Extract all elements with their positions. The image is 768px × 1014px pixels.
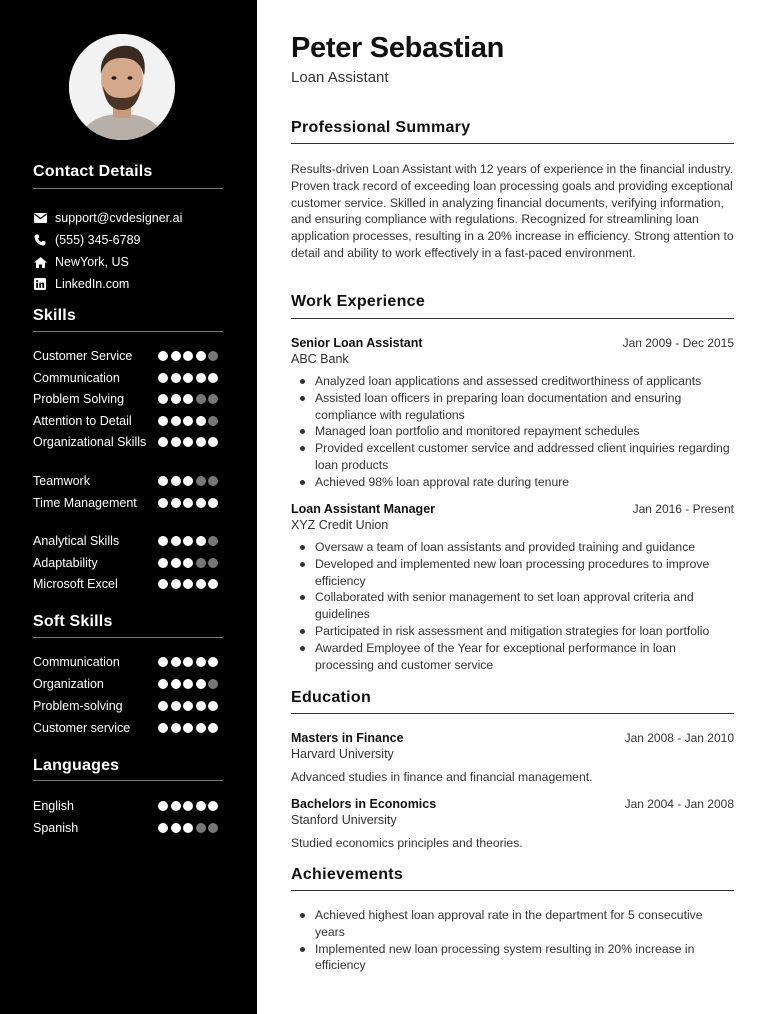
candidate-role: Loan Assistant — [291, 69, 389, 86]
language-name: English — [33, 799, 74, 813]
contact-linkedin[interactable] — [33, 275, 129, 293]
rating-dot-filled — [196, 801, 206, 811]
education-divider — [291, 713, 734, 714]
degree-description: Advanced studies in finance and financial management. — [291, 770, 593, 784]
skills-heading: Skills — [33, 307, 77, 324]
rating-dot-filled — [171, 701, 181, 711]
languages-divider — [33, 780, 223, 781]
language-rating — [158, 823, 221, 833]
rating-dot-filled — [196, 579, 206, 589]
rating-dot-filled — [208, 657, 218, 667]
bullet-item: Managed loan portfolio and monitored repayment schedules — [315, 423, 735, 440]
rating-dot-filled — [208, 579, 218, 589]
skill-name: Organization — [33, 677, 104, 691]
rating-dot-filled — [171, 373, 181, 383]
rating-dot-filled — [158, 701, 168, 711]
rating-dot-filled — [171, 657, 181, 667]
skill-name: Analytical Skills — [33, 534, 120, 548]
experience-divider — [291, 318, 734, 319]
rating-dot-filled — [183, 579, 193, 589]
skill-rating — [158, 476, 221, 486]
rating-dot-empty — [196, 823, 206, 833]
sidebar — [0, 0, 257, 1014]
bullet-item: Analyzed loan applications and assessed creditworthiness of applicants — [315, 373, 735, 390]
rating-dot-filled — [208, 801, 218, 811]
rating-dot-filled — [158, 723, 168, 733]
language-name: Spanish — [33, 821, 79, 835]
language-rating — [158, 801, 221, 811]
skill-rating — [158, 416, 221, 426]
summary-heading: Professional Summary — [291, 119, 471, 136]
rating-dot-filled — [183, 558, 193, 568]
degree-dates: Jan 2008 - Jan 2010 — [624, 731, 734, 745]
rating-dot-filled — [196, 723, 206, 733]
rating-dot-empty — [208, 558, 218, 568]
school-name: Harvard University — [291, 747, 394, 761]
skills-divider — [33, 331, 223, 332]
envelope-icon — [33, 211, 47, 225]
skill-name: Attention to Detail — [33, 414, 132, 428]
rating-dot-empty — [208, 536, 218, 546]
skill-rating — [158, 701, 221, 711]
skill-name: Communication — [33, 371, 120, 385]
skill-name: Customer service — [33, 721, 131, 735]
rating-dot-filled — [196, 351, 206, 361]
profile-photo — [69, 34, 175, 140]
rating-dot-filled — [158, 373, 168, 383]
skill-name: Teamwork — [33, 474, 90, 488]
rating-dot-filled — [158, 351, 168, 361]
phone-icon — [33, 233, 47, 247]
rating-dot-filled — [158, 394, 168, 404]
rating-dot-empty — [208, 476, 218, 486]
rating-dot-empty — [208, 679, 218, 689]
rating-dot-filled — [208, 437, 218, 447]
rating-dot-empty — [208, 416, 218, 426]
school-name: Stanford University — [291, 813, 397, 827]
contact-email-text: support@cvdesigner.ai — [55, 211, 183, 225]
achievement-bullets — [315, 907, 735, 974]
rating-dot-filled — [158, 657, 168, 667]
contact-heading: Contact Details — [33, 163, 153, 180]
rating-dot-filled — [196, 437, 206, 447]
rating-dot-filled — [183, 416, 193, 426]
rating-dot-filled — [196, 679, 206, 689]
rating-dot-empty — [196, 394, 206, 404]
rating-dot-filled — [196, 416, 206, 426]
rating-dot-filled — [171, 351, 181, 361]
job-dates: Jan 2009 - Dec 2015 — [622, 336, 734, 350]
rating-dot-filled — [158, 536, 168, 546]
rating-dot-filled — [171, 801, 181, 811]
skill-rating — [158, 437, 221, 447]
job-bullets — [315, 539, 735, 673]
linkedin-icon — [33, 277, 47, 291]
bullet-item: Awarded Employee of the Year for exceptional performance in loan processing and customer service — [315, 640, 735, 674]
job-title: Loan Assistant Manager — [291, 502, 436, 516]
rating-dot-filled — [158, 416, 168, 426]
education-heading: Education — [291, 689, 372, 706]
rating-dot-empty — [208, 823, 218, 833]
bullet-item: Provided excellent customer service and addressed client inquiries regarding loan products — [315, 440, 735, 474]
skill-name: Time Management — [33, 496, 137, 510]
skill-name: Problem Solving — [33, 392, 125, 406]
degree-title: Masters in Finance — [291, 731, 404, 745]
rating-dot-filled — [196, 373, 206, 383]
bullet-item: Collaborated with senior management to set loan approval criteria and guidelines — [315, 589, 735, 623]
rating-dot-filled — [196, 536, 206, 546]
rating-dot-filled — [158, 801, 168, 811]
rating-dot-filled — [171, 823, 181, 833]
contact-email[interactable] — [33, 209, 182, 227]
degree-title: Bachelors in Economics — [291, 797, 437, 811]
rating-dot-filled — [208, 373, 218, 383]
rating-dot-filled — [171, 394, 181, 404]
rating-dot-filled — [183, 701, 193, 711]
skill-rating — [158, 536, 221, 546]
rating-dot-filled — [171, 558, 181, 568]
degree-description: Studied economics principles and theories. — [291, 836, 523, 850]
rating-dot-empty — [208, 351, 218, 361]
rating-dot-filled — [208, 701, 218, 711]
rating-dot-filled — [183, 801, 193, 811]
job-company: ABC Bank — [291, 352, 349, 366]
skill-rating — [158, 498, 221, 508]
rating-dot-filled — [183, 723, 193, 733]
experience-heading: Work Experience — [291, 293, 426, 310]
skill-name: Customer Service — [33, 349, 133, 363]
rating-dot-filled — [196, 498, 206, 508]
rating-dot-empty — [208, 394, 218, 404]
skill-name: Communication — [33, 655, 120, 669]
rating-dot-filled — [158, 558, 168, 568]
rating-dot-filled — [183, 657, 193, 667]
rating-dot-filled — [183, 476, 193, 486]
bullet-item: Implemented new loan processing system resulting in 20% increase in efficiency — [315, 941, 735, 975]
soft-skills-heading: Soft Skills — [33, 613, 113, 630]
bullet-item: Participated in risk assessment and mitigation strategies for loan portfolio — [315, 623, 735, 640]
job-bullets — [315, 373, 735, 491]
rating-dot-filled — [196, 657, 206, 667]
rating-dot-filled — [158, 476, 168, 486]
achievements-heading: Achievements — [291, 866, 404, 883]
rating-dot-filled — [183, 498, 193, 508]
languages-heading: Languages — [33, 757, 120, 774]
rating-dot-filled — [158, 579, 168, 589]
skill-rating — [158, 373, 221, 383]
main-content — [257, 0, 768, 1014]
degree-dates: Jan 2004 - Jan 2008 — [624, 797, 734, 811]
skill-name: Organizational Skills — [33, 435, 147, 449]
bullet-item: Achieved 98% loan approval rate during tenure — [315, 474, 735, 491]
skill-rating — [158, 394, 221, 404]
rating-dot-filled — [196, 701, 206, 711]
skill-rating — [158, 579, 221, 589]
rating-dot-filled — [158, 498, 168, 508]
rating-dot-filled — [208, 498, 218, 508]
rating-dot-filled — [158, 437, 168, 447]
rating-dot-filled — [183, 437, 193, 447]
rating-dot-filled — [183, 823, 193, 833]
rating-dot-filled — [183, 536, 193, 546]
skill-rating — [158, 679, 221, 689]
achievements-divider — [291, 890, 734, 891]
rating-dot-filled — [183, 351, 193, 361]
rating-dot-filled — [171, 536, 181, 546]
rating-dot-filled — [158, 823, 168, 833]
rating-dot-empty — [196, 558, 206, 568]
job-company: XYZ Credit Union — [291, 518, 389, 532]
contact-linkedin-text: LinkedIn.com — [55, 277, 130, 291]
rating-dot-filled — [171, 579, 181, 589]
home-icon — [33, 255, 47, 269]
rating-dot-filled — [171, 476, 181, 486]
candidate-name: Peter Sebastian — [291, 32, 505, 64]
bullet-item: Oversaw a team of loan assistants and provided training and guidance — [315, 539, 735, 556]
bullet-item: Achieved highest loan approval rate in the department for 5 consecutive years — [315, 907, 735, 941]
summary-text: Results-driven Loan Assistant with 12 years of experience in the financial industry. Proven track record of exceeding loan processing goals and providing exceptional customer service. Skilled in analyzing financial documents, verifying information, and ensuring compliance with regulations. Recognized for streamlining loan application processes, resulting in a 20% increase in efficiency. Strong attention to detail and ability to work effectively in a fast-paced environment. — [291, 162, 734, 260]
bullet-item: Developed and implemented new loan processing procedures to improve efficiency — [315, 556, 735, 590]
rating-dot-empty — [196, 476, 206, 486]
soft-skills-divider — [33, 637, 223, 638]
contact-divider — [33, 188, 223, 189]
summary-divider — [291, 143, 734, 144]
rating-dot-filled — [208, 723, 218, 733]
rating-dot-filled — [171, 498, 181, 508]
skill-rating — [158, 351, 221, 361]
rating-dot-filled — [183, 394, 193, 404]
contact-phone-text: (555) 345-6789 — [55, 233, 141, 247]
contact-location-text: NewYork, US — [55, 255, 129, 269]
rating-dot-filled — [171, 416, 181, 426]
contact-phone[interactable] — [33, 231, 140, 249]
job-dates: Jan 2016 - Present — [632, 502, 734, 516]
bullet-item: Assisted loan officers in preparing loan documentation and ensuring compliance with regulations — [315, 390, 735, 424]
rating-dot-filled — [183, 373, 193, 383]
skill-name: Microsoft Excel — [33, 577, 118, 591]
skill-rating — [158, 723, 221, 733]
rating-dot-filled — [158, 679, 168, 689]
contact-location — [33, 253, 129, 271]
skill-name: Problem-solving — [33, 699, 123, 713]
rating-dot-filled — [171, 679, 181, 689]
skill-rating — [158, 558, 221, 568]
rating-dot-filled — [171, 723, 181, 733]
skill-rating — [158, 657, 221, 667]
rating-dot-filled — [183, 679, 193, 689]
job-title: Senior Loan Assistant — [291, 336, 423, 350]
skill-name: Adaptability — [33, 556, 98, 570]
rating-dot-filled — [171, 437, 181, 447]
